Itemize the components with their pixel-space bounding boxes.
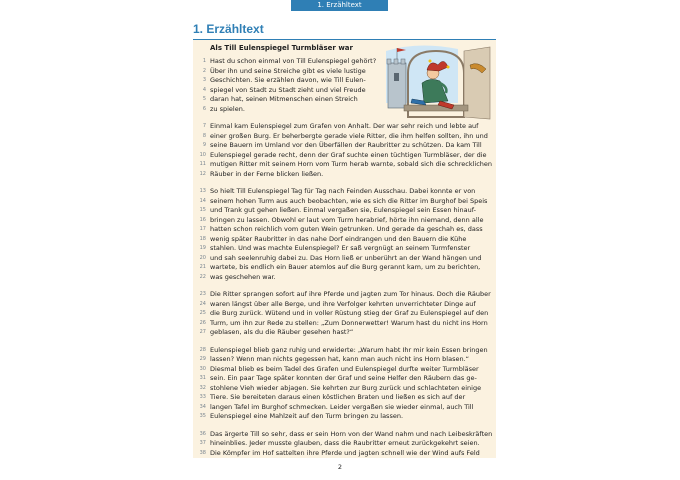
text-line: zu spielen. [210,104,245,113]
text-line: Einmal kam Eulenspiegel zum Grafen von Anhalt. Der war sehr reich und lebte auf [210,122,479,130]
text-line: Eulenspiegel gerade recht, denn der Graf suchte einen tüchtigen Turmbläser, der die [210,150,487,159]
line-number: 37 [199,440,206,446]
text-line: wenig später Raubritter in das nahe Dorf eindrangen und den Bauern die Kühe [210,234,467,243]
line-number: 24 [199,300,206,307]
text-line: einer großen Burg. Er beherbergte gerade viele Ritter, die ihm helfen sollten, ihn und [210,131,488,140]
text-line: bringen zu lassen. Obwohl er laut vom Turm herabrief, hörte ihn niemand, denn alle [210,215,484,224]
line-number: 11 [199,161,206,167]
line-number: 6 [202,105,206,112]
line-number: 35 [199,413,206,419]
text-line: So hielt Till Eulenspiegel Tag für Tag nach Feinden Ausschau. Dabei konnte er von [210,187,476,195]
text-line: Diesmal blieb es beim Tadel des Grafen und Eulenspiegel durfte weiter Turmbläser [210,364,479,373]
line-number: 7 [202,123,206,129]
text-line: spiegel von Stadt zu Stadt zieht und viel Freude [210,85,366,94]
line-number: 22 [199,273,206,280]
text-line: langen Tafel im Burghof schmecken. Leider vergaßen sie wieder einmal, auch Till [210,402,474,411]
line-number: 19 [199,245,206,251]
line-number: 34 [199,403,206,410]
line-number: 25 [199,310,206,316]
text-line: lassen? Wenn man nichts gegessen hat, kann man auch nicht ins Horn blasen.“ [210,355,470,363]
text-line: waren längst über alle Berge, und ihre Verfolger kehrten unverrichteter Dinge auf [210,299,476,308]
text-line: und sah seelenruhig dabei zu. Das Horn ließ er unberührt an der Wand hängen und [210,253,482,262]
text-line: Über ihn und seine Streiche gibt es viele lustige [210,66,366,75]
text-line: Tiere. Sie bereiteten daraus einen köstlichen Braten und ließen es sich auf der [210,393,466,401]
text-line: seine Bauern im Umland vor den Überfällen der Raubritter zu schützen. Da kam Till [210,141,482,149]
line-number: 4 [202,86,206,93]
page-number: 2 [337,463,343,471]
line-number: 14 [199,197,206,204]
line-number: 28 [199,346,206,353]
line-number: 15 [199,207,206,213]
line-number: 30 [199,365,206,372]
line-number: 21 [199,264,206,270]
line-number: 16 [199,216,206,223]
line-number: 8 [202,132,206,139]
line-number: 5 [202,96,206,102]
line-number: 33 [199,394,206,400]
text-line: hatten schon reichlich vom guten Wein getrunken. Und gerade da geschah es, dass [210,225,483,233]
text-line: Das ärgerte Till so sehr, dass er sein Horn von der Wand nahm und nach Leibeskräften [210,429,493,438]
till-eulenspiegel-illustration [378,43,492,120]
text-line: Eulenspiegel blieb ganz ruhig und erwiderte: „Warum habt Ihr mir kein Essen bringen [210,345,488,354]
line-number: 12 [199,170,206,177]
header-tab: 1. Erzähltext [291,0,388,11]
line-number: 32 [199,384,206,391]
line-number: 20 [199,254,206,261]
text-line: Die Kömpfer im Hof sattelten ihre Pferde und jagten schnell wie der Wind aufs Feld [210,448,480,457]
text-line: Turm, um ihn zur Rede zu stellen: „Zum Donnerwetter! Warum hast du nicht ins Horn [210,318,488,327]
text-line: stohlene Vieh wieder abjagen. Sie kehrten zur Burg zurück und schlachteten einige [210,383,482,392]
line-number: 9 [202,142,206,148]
line-number: 29 [199,356,206,362]
line-number: 31 [199,375,206,381]
text-line: sein. Ein paar Tage später konnten der Graf und seine Helfer den Räubern das ge- [210,374,477,382]
text-line: Hast du schon einmal von Till Eulenspiegel gehört? [210,57,377,65]
line-number: 13 [199,188,206,194]
text-line: und Trank gut gehen ließen. Einmal vergaßen sie, Eulenspiegel sein Essen hinauf- [210,206,476,214]
line-number: 18 [199,235,206,242]
text-line: stahlen. Und was machte Eulenspiegel? Er saß vergnügt an seinem Turmfenster [210,244,471,252]
line-number: 1 [202,58,206,64]
text-line: Eulenspiegel eine Mahlzeit auf den Turm bringen zu lassen. [210,412,404,420]
text-line: hineinblies. Jeder musste glauben, dass die Raubritter erneut zurückgekehrt seien. [210,439,480,447]
text-line: geblasen, als du die Räuber gesehen hast?“ [210,328,354,336]
text-line: Die Ritter sprangen sofort auf ihre Pferde und jagten zum Tor hinaus. Doch die Räuber [210,290,491,298]
line-number: 17 [199,226,206,232]
text-line: Räuber in der Ferne blicken ließen. [210,169,324,178]
line-number: 36 [199,430,206,437]
text-line: die Burg zurück. Wütend und in voller Rüstung stieg der Graf zu Eulenspiegel auf den [210,309,489,317]
text-line: daran hat, seinen Mitmenschen einen Streich [210,95,358,103]
line-number: 2 [202,67,206,74]
line-number: 38 [199,449,206,456]
section-heading: 1. Erzähltext [193,22,264,36]
line-number: 10 [199,151,206,158]
text-line: Geschichten. Sie erzählen davon, wie Till Eulen- [210,76,366,84]
line-number: 26 [199,319,206,326]
text-line: was geschehen war. [210,272,276,281]
line-number: 27 [199,329,206,335]
story-title: Als Till Eulenspiegel Turmbläser war [210,44,353,52]
line-number: 3 [202,77,206,83]
text-line: wartete, bis endlich ein Bauer atemlos auf die Burg gerannt kam, um zu berichten, [210,263,481,271]
text-line: seinem hohen Turm aus auch beobachten, wie es sich die Ritter im Burghof bei Speis [210,196,488,205]
line-number: 23 [199,291,206,297]
text-line: mutigen Ritter mit seinem Horn vom Turm herab warnte, sobald sich die schrecklichen [210,160,493,168]
